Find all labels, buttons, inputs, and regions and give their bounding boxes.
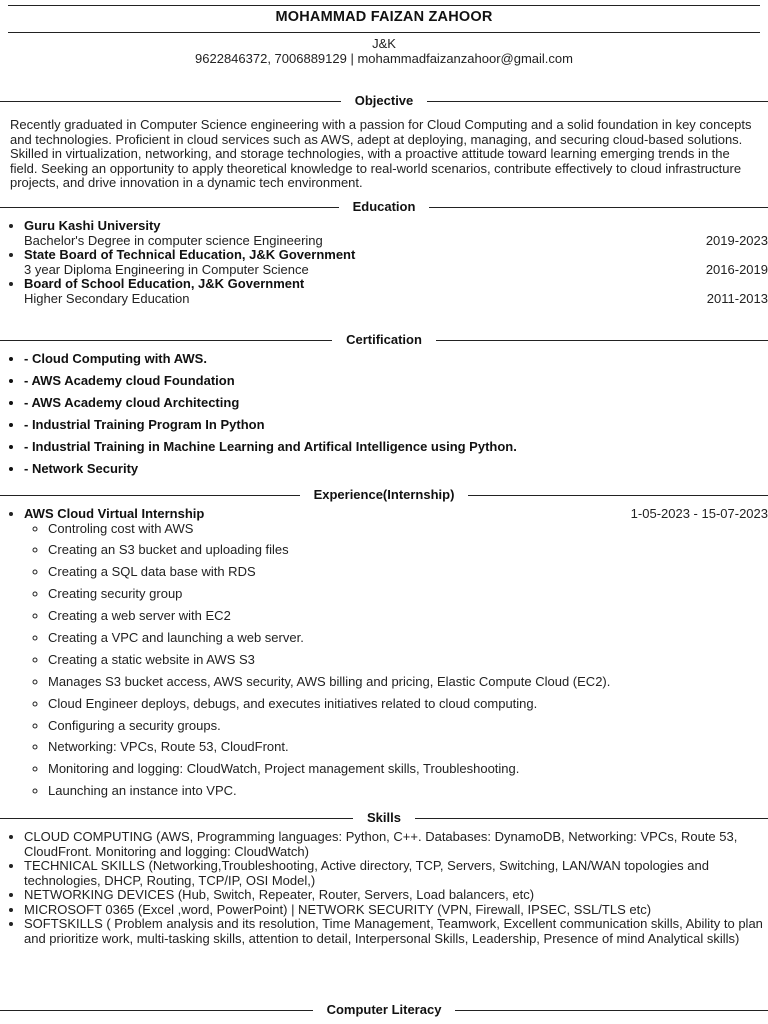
certification-item: • - Network Security [24,462,768,484]
years: 2011-2013 [706,290,768,306]
role-dates: 1-05-2023 - 15-07-2023 [630,506,768,521]
skill-item: • TECHNICAL SKILLS (Networking,Troubleshooting, Active directory, TCP, Servers, Switching, LAN/WAN topologies and technologies, DHCP, Routing, TCP/IP, OSI Model,) [24,859,768,888]
section-education-header [0,199,768,215]
degree: Higher Secondary Education [24,290,190,306]
divider-line [0,340,332,341]
top-rule [8,5,760,6]
education-list [0,219,768,306]
objective-section [0,118,768,191]
section-experience-header [0,487,768,503]
institution-name: • Board of School Education, J&K Government [24,276,305,291]
task-item: ◦ Creating an S3 bucket and uploading files [48,543,768,565]
certification-list [0,352,768,484]
divider-line [455,1010,768,1011]
experience-item [24,507,768,806]
divider-line [415,818,768,819]
candidate-name: MOHAMMAD FAIZAN ZAHOOR [275,9,493,25]
section-title: Computer Literacy [326,1001,442,1017]
education-detail-row [24,292,768,307]
years: 2019-2023 [705,232,768,248]
section-objective-header [0,93,768,109]
divider-line [436,340,768,341]
skill-item: • MICROSOFT 0365 (Excel ,word, PowerPoint) | NETWORK SECURITY (VPN, Firewall, IPSEC, SSL/TLS etc) [24,903,768,918]
section-title: Experience(Internship) [313,486,455,502]
divider-line [0,818,353,819]
task-item: ◦ Networking: VPCs, Route 53, CloudFront. [48,740,768,762]
divider-line [0,101,341,102]
section-title: Skills [367,809,401,825]
task-item: ◦ Monitoring and logging: CloudWatch, Project management skills, Troubleshooting. [48,762,768,784]
degree: 3 year Diploma Engineering in Computer Science [24,261,309,277]
task-item: ◦ Cloud Engineer deploys, debugs, and executes initiatives related to cloud computing. [48,697,768,719]
education-section [0,219,768,306]
task-item: ◦ Configuring a security groups. [48,719,768,741]
certification-item: • - Industrial Training Program In Python [24,418,768,440]
skills-list [0,830,768,946]
education-item [24,248,768,277]
skill-item: • CLOUD COMPUTING (AWS, Programming languages: Python, C++. Databases: DynamoDB, Networking: VPCs, Route 53, CloudFront. Monitoring and logging: CloudWatch) [24,830,768,859]
section-title: Objective [354,92,414,108]
experience-title-row [24,507,768,522]
task-item: ◦ Creating a SQL data base with RDS [48,565,768,587]
task-item: ◦ Creating a VPC and launching a web server. [48,631,768,653]
divider-line [427,101,768,102]
education-item [24,219,768,248]
header-rule [8,32,760,33]
divider-line [0,207,339,208]
task-list [24,522,768,807]
certification-item: • - Cloud Computing with AWS. [24,352,768,374]
education-detail-row [24,263,768,278]
divider-line [429,207,768,208]
experience-section [0,507,768,806]
task-item: ◦ Launching an instance into VPC. [48,784,768,806]
skill-item: • NETWORKING DEVICES (Hub, Switch, Repeater, Router, Servers, Load balancers, etc) [24,888,768,903]
degree: Bachelor's Degree in computer science Engineering [24,232,323,248]
skill-item: • SOFTSKILLS ( Problem analysis and its resolution, Time Management, Teamwork, Excellent communication skills, Ability to plan and prioritize work, multi-tasking skills, attention to detail, Interpersonal Skills, Leadership, Presence of mind Analytical skills) [24,917,768,946]
years: 2016-2019 [705,261,768,277]
certification-item: • - AWS Academy cloud Foundation [24,374,768,396]
education-detail-row [24,234,768,249]
task-item: ◦ Creating a static website in AWS S3 [48,653,768,675]
skills-section [0,830,768,946]
divider-line [0,1010,313,1011]
certification-item: • - Industrial Training in Machine Learning and Artifical Intelligence using Python. [24,440,768,462]
certification-section [0,352,768,484]
objective-text: Recently graduated in Computer Science engineering with a passion for Cloud Computing and a solid foundation in key concepts and technologies. Proficient in cloud services such as AWS, adept at deploying, managing, and securing cloud-based solutions. Skilled in virtualization, networking, and storage technologies, with a proactive attitude toward learning emerging trends in the field. Seeking an opportunity to apply theoretical knowledge to real-world scenarios, contribute effectively to cloud infrastructure projects, and drive innovation in a dynamic tech environment. [10,117,752,190]
task-item: ◦ Creating security group [48,587,768,609]
section-computer-literacy-header [0,1002,768,1018]
education-item [24,277,768,306]
experience-list [0,507,768,806]
divider-line [0,495,300,496]
contact-info: 9622846372, 7006889129 | mohammadfaizanzahoor@gmail.com [195,51,573,66]
section-certification-header [0,332,768,348]
divider-line [468,495,768,496]
role-title: • AWS Cloud Virtual Internship [24,506,205,521]
task-item: ◦ Controling cost with AWS [48,522,768,544]
section-title: Education [352,198,416,214]
institution-name: • Guru Kashi University [24,218,161,233]
certification-item: • - AWS Academy cloud Architecting [24,396,768,418]
section-skills-header [0,810,768,826]
institution-name: • State Board of Technical Education, J&K Government [24,247,356,262]
task-item: ◦ Manages S3 bucket access, AWS security, AWS billing and pricing, Elastic Compute Cloud (EC2). [48,675,768,697]
section-title: Certification [346,331,422,347]
task-item: ◦ Creating a web server with EC2 [48,609,768,631]
location: J&K [372,36,396,51]
